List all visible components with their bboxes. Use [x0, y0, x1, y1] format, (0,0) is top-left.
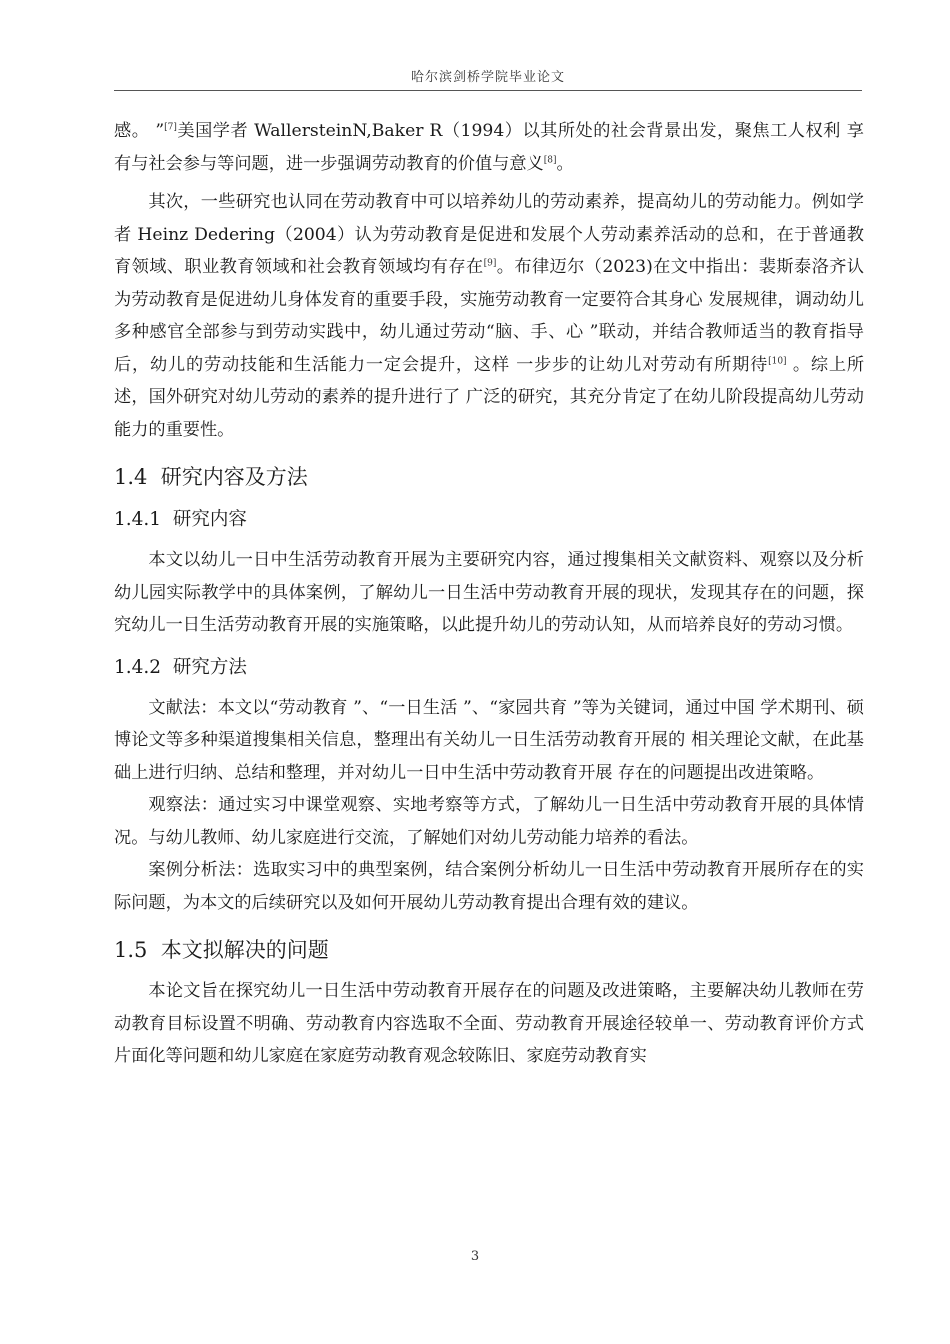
paragraph-foreign-research-end: [114, 115, 864, 180]
page-body: [114, 115, 864, 1073]
section-heading-1-5: 1.5 本文拟解决的问题: [114, 938, 329, 962]
paragraph-labor-literacy: [114, 186, 864, 446]
section-heading-1-4: 1.4 研究内容及方法: [114, 465, 308, 489]
para1-text-c: 。: [556, 153, 574, 174]
section-heading-1-4-2: 1.4.2 研究方法: [114, 656, 247, 678]
para1-text-b: 美国学者 WallersteinN,Baker R（1994）以其所处的社会背景出发，聚焦工人权利 享有与社会参与等问题，进一步强调劳动教育的价值与意义: [114, 121, 864, 174]
para2-text-b: 。布律迈尔（2023)在文中指出：裴斯泰洛齐认为劳动教育是促进幼儿身体发育的重要手段，实施劳动教育一定要符合其身心 发展规律，调动幼儿多种感官全部参与到劳动实践中，幼儿通过劳动“脑、手、心 ”联动，并结合教师适当的教育指导后，幼儿的劳动技能和生活能力一定会提升，这样 一步步的让幼儿对劳动有所期待: [114, 257, 864, 375]
header-rule: [114, 90, 862, 91]
citation-8: [8]: [543, 154, 557, 165]
paragraph-case-analysis-method: 案例分析法：选取实习中的典型案例，结合案例分析幼儿一日生活中劳动教育开展所存在的实际问题，为本文的后续研究以及如何开展幼儿劳动教育提出合理有效的建议。: [114, 860, 864, 913]
citation-7: [7]: [164, 122, 177, 133]
citation-9: [9]: [483, 258, 497, 269]
paragraph-observation-method: 观察法：通过实习中课堂观察、实地考察等方式，了解幼儿一日生活中劳动教育开展的具体情况。与幼儿教师、幼儿家庭进行交流，了解她们对幼儿劳动能力培养的看法。: [114, 795, 864, 848]
citation-10: [10]: [768, 355, 787, 366]
paragraph-literature-method: 文献法：本文以“劳动教育 ”、“一日生活 ”、“家园共育 ”等为关键词，通过中国 学术期刊、硕博论文等多种渠道搜集相关信息，整理出有关幼儿一日生活劳动教育开展的 相关理论文献，在此基础上进行归纳、总结和整理，并对幼儿一日中生活中劳动教育开展 存在的问题提出改进策略。: [114, 697, 864, 783]
para2-text-c: 。综上所述，国外研究对幼儿劳动的素养的提升进行了 广泛的研究，其充分肯定了在幼儿阶段提高幼儿劳动能力的重要性。: [114, 354, 865, 440]
running-header: 哈尔滨剑桥学院毕业论文: [410, 70, 565, 85]
para1-text-a: 感。 ”: [114, 121, 165, 141]
paragraph-problems-to-solve: 本论文旨在探究幼儿一日生活中劳动教育开展存在的问题及改进策略，主要解决幼儿教师在劳动教育目标设置不明确、劳动教育内容选取不全面、劳动教育开展途径较单一、劳动教育评价方式片面化等问题和幼儿家庭在家庭劳动教育观念较陈旧、家庭劳动教育实: [114, 981, 864, 1066]
section-heading-1-4-1: 1.4.1 研究内容: [114, 509, 247, 530]
para2-text-a: 其次，一些研究也认同在劳动教育中可以培养幼儿的劳动素养，提高幼儿的劳动能力。例如学者 Heinz Dedering（2004）认为劳动教育是促进和发展个人劳动素养活动的总和，在于普通教育领域、职业教育领域和社会教育领域均有存在: [114, 192, 864, 277]
paragraph-research-content: 本文以幼儿一日中生活劳动教育开展为主要研究内容，通过搜集相关文献资料、观察以及分析幼儿园实际教学中的具体案例，了解幼儿一日生活中劳动教育开展的现状，发现其存在的问题，探究幼儿一日生活劳动教育开展的实施策略，以此提升幼儿的劳动认知，从而培养良好的劳动习惯。: [114, 550, 864, 635]
page-number: 3: [470, 1249, 480, 1264]
